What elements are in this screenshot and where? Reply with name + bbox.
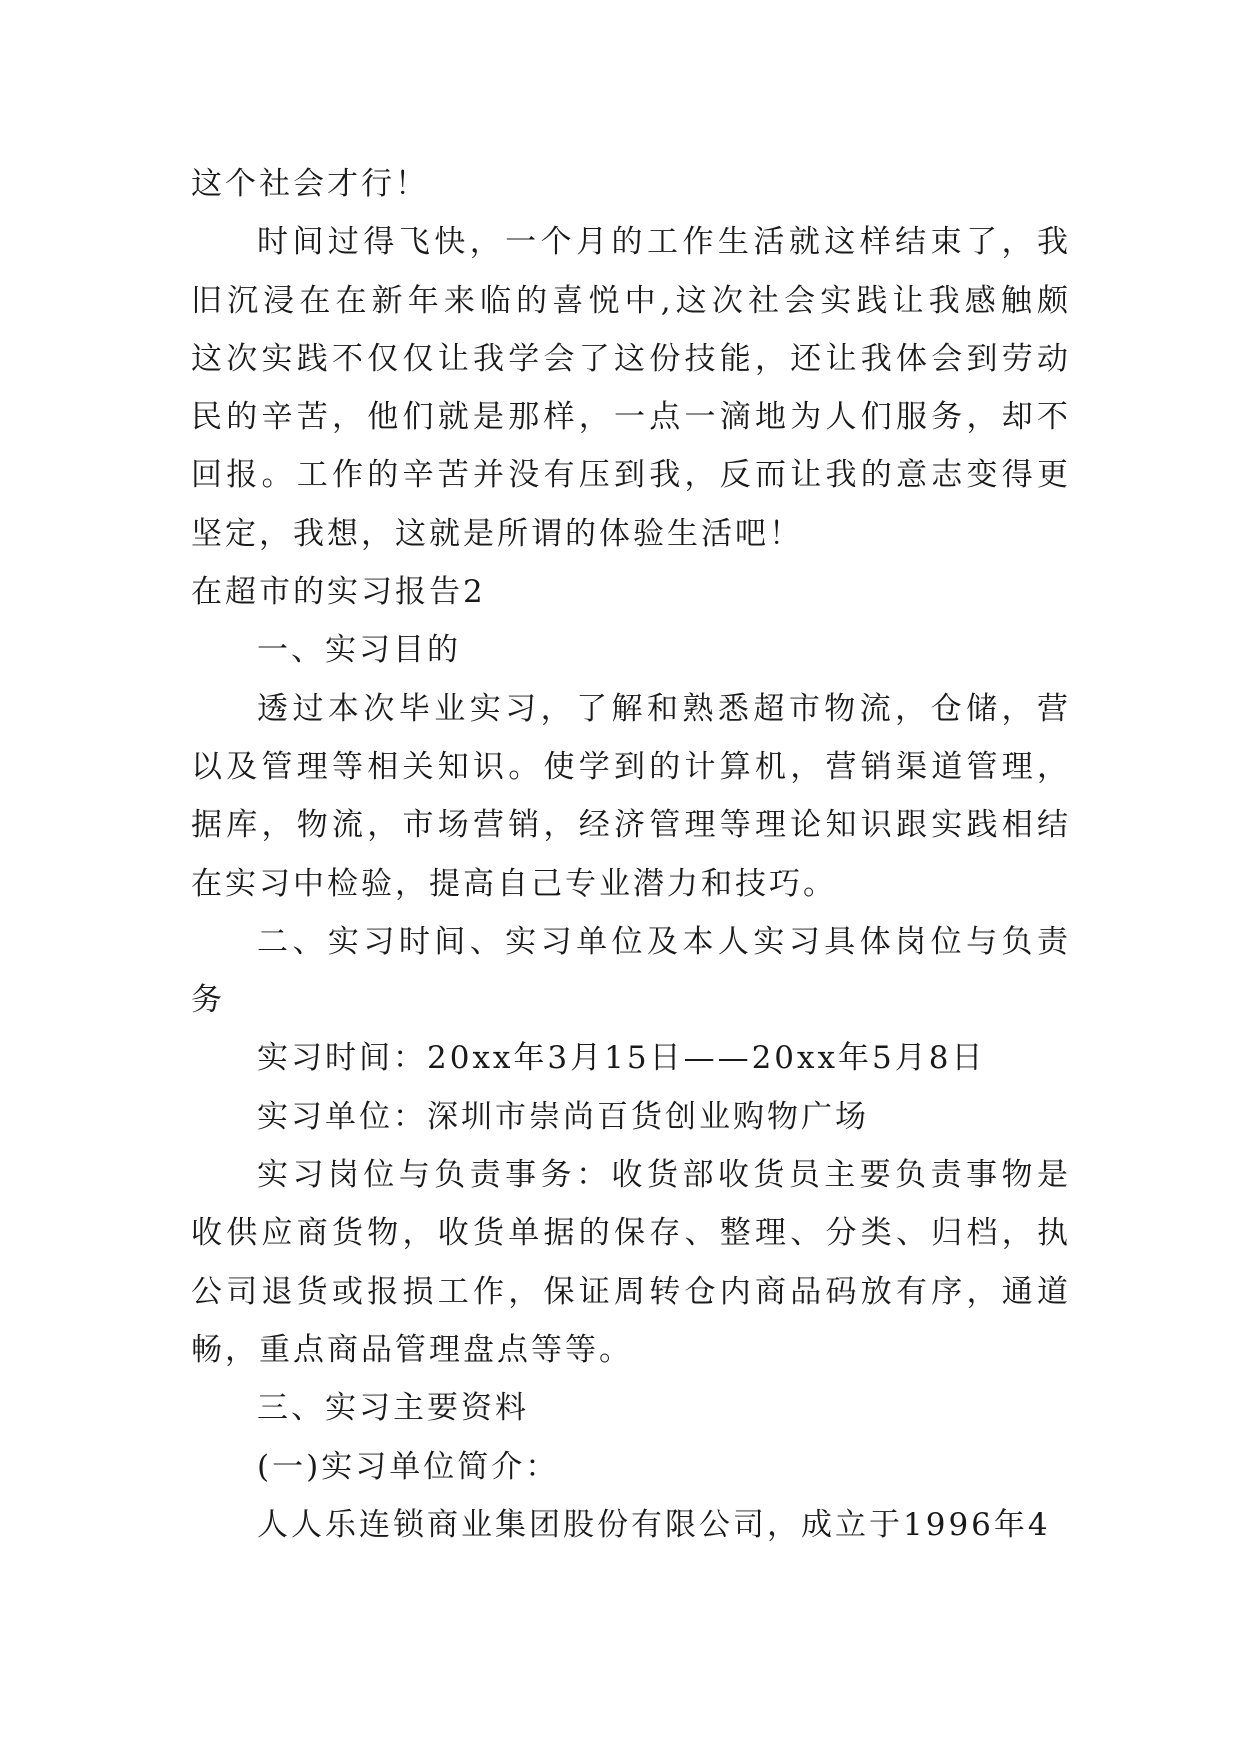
paragraph-line: 收供应商货物，收货单据的保存、整理、分类、归档，执 [191,1215,1071,1252]
heading-time-unit: 二、实习时间、实习单位及本人实习具体岗位与负责 [257,923,1071,960]
paragraph-line: 民的辛苦，他们就是那样，一点一滴地为人们服务，却不 [191,399,1071,436]
paragraph-line: 旧沉浸在在新年来临的喜悦中,这次社会实践让我感触颇 [191,282,1071,319]
paragraph-line: 坚定，我想，这就是所谓的体验生活吧！ [191,515,803,552]
heading-main-content: 三、实习主要资料 [257,1390,529,1427]
paragraph-line: 透过本次毕业实习，了解和熟悉超市物流，仓储，营 [257,690,1071,727]
paragraph-line: 这个社会才行！ [191,166,429,202]
document-body [191,155,1071,1554]
paragraph-line: 这次实践不仅仅让我学会了这份技能，还让我体会到劳动 [191,340,1071,377]
internship-time: 实习时间：20xx年3月15日——20xx年5月8日 [257,1040,986,1077]
paragraph-line: 实习岗位与负责事务：收货部收货员主要负责事物是 [257,1157,1071,1194]
paragraph-line: 据库，物流，市场营销，经济管理等理论知识跟实践相结 [191,807,1071,844]
paragraph-line: 务 [191,982,225,1019]
paragraph-line: 公司退货或报损工作，保证周转仓内商品码放有序，通道 [191,1273,1071,1310]
paragraph-line: 人人乐连锁商业集团股份有限公司，成立于1996年4 [257,1506,1051,1543]
section-title: 在超市的实习报告2 [191,574,486,611]
heading-purpose: 一、实习目的 [257,632,461,669]
paragraph-line: 时间过得飞快，一个月的工作生活就这样结束了，我 [257,224,1071,261]
paragraph-line: 回报。工作的辛苦并没有压到我，反而让我的意志变得更 [191,457,1071,494]
paragraph-line: 畅，重点商品管理盘点等等。 [191,1331,633,1368]
paragraph-line: 在实习中检验，提高自己专业潜力和技巧。 [191,865,837,902]
internship-unit: 实习单位：深圳市崇尚百货创业购物广场 [257,1098,869,1135]
subheading-unit-intro: (一)实习单位简介： [257,1448,560,1485]
paragraph-line: 以及管理等相关知识。使学到的计算机，营销渠道管理， [191,748,1071,785]
